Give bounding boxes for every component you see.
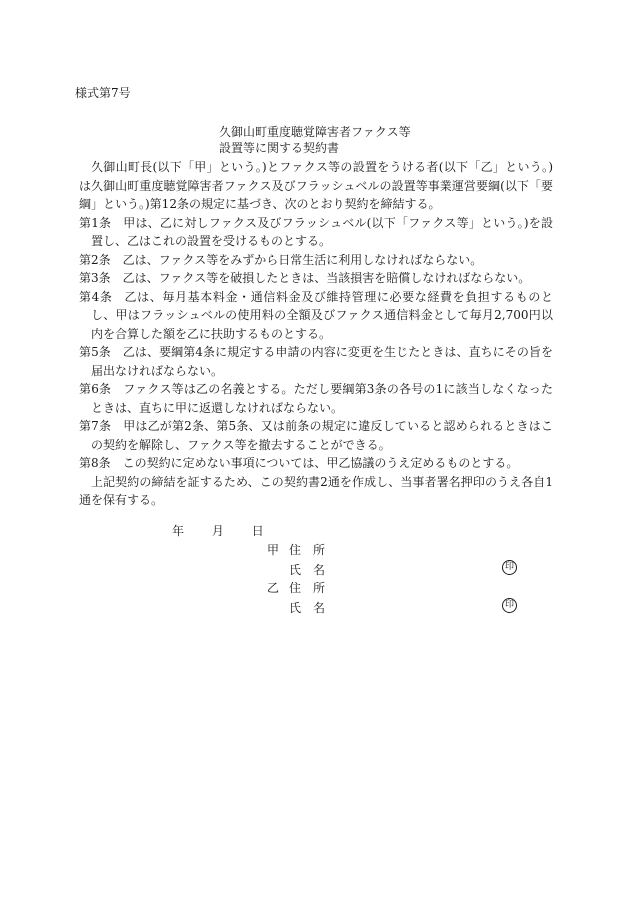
party-a-seal-mark: 印 [502, 560, 517, 575]
article-text: 乙は、毎月基本料金・通信料金及び維持管理に必要な経費を負担するものとし、甲はフラッシュベルの使用料の全額及びファクス通信料金として毎月2,700円以内を合算した額を乙に扶助するものとする。 [91, 289, 553, 341]
article-number: 第1条 [79, 215, 112, 230]
article-5 [79, 343, 553, 380]
article-number: 第8条 [79, 456, 111, 470]
contract-body [79, 158, 553, 510]
party-b-seal-mark: 印 [502, 598, 517, 613]
article-text: 甲は、乙に対しファクス及びフラッシュベル(以下「ファクス等」という。)を設置し、乙はこれの設置を受けるものとする。 [91, 215, 553, 248]
article-number: 第5条 [79, 345, 111, 359]
date-day-label: 日 [251, 524, 264, 538]
article-6 [79, 380, 553, 417]
article-text: 乙は、要綱第4条に規定する申請の内容に変更を生じたときは、直ちにその旨を届出なければならない。 [91, 345, 554, 378]
article-text: ファクス等は乙の名義とする。ただし要綱第3条の各号の1に該当しなくなったときは、直ちに甲に返還しなければならない。 [91, 382, 553, 415]
form-number: 様式第7号 [75, 86, 131, 100]
article-1 [79, 214, 553, 251]
article-2 [79, 251, 553, 270]
party-b-address-label: 住 所 [289, 581, 326, 595]
closing-statement: 上記契約の締結を証するため、この契約書2通を作成し、当事者署名押印のうえ各自1通を保有する。 [79, 474, 553, 507]
party-a-label: 甲 [267, 543, 280, 557]
article-4 [79, 288, 553, 344]
party-b-label: 乙 [267, 581, 280, 595]
date-year-label: 年 [172, 524, 185, 538]
date-line [172, 522, 264, 539]
article-text: 甲は乙が第2条、第5条、又は前条の規定に違反していると認められるときはこの契約を解除し、ファクス等を撤去することができる。 [91, 419, 553, 452]
article-number: 第4条 [79, 289, 113, 304]
party-a-name-label: 氏 名 [289, 563, 326, 577]
title-line-1: 久御山町重度聴覚障害者ファクス等 [219, 125, 411, 139]
article-number: 第6条 [79, 382, 112, 396]
date-month-label: 月 [211, 524, 224, 538]
party-a-address-label: 住 所 [289, 543, 326, 557]
article-8 [79, 454, 553, 473]
title-line-2: 設置等に関する契約書 [219, 141, 340, 155]
article-number: 第3条 [79, 271, 111, 285]
article-text: 乙は、ファクス等をみずから日常生活に利用しなければならない。 [122, 252, 483, 267]
article-text: この契約に定めない事項については、甲乙協議のうえ定めるものとする。 [122, 456, 519, 470]
document-title [219, 124, 411, 156]
article-number: 第2条 [79, 252, 111, 267]
article-3 [79, 269, 553, 288]
preamble: 久御山町長(以下「甲」という。)とファクス等の設置をうける者(以下「乙」という。)は久御山町重度聴覚障害者ファクス及びフラッシュベルの設置等事業運営要綱(以下「要綱」という。)第12条の規定に基づき、次のとおり契約を締結する。 [79, 160, 553, 211]
article-number: 第7条 [79, 419, 112, 433]
party-b-name-label: 氏 名 [289, 601, 326, 615]
article-7 [79, 417, 553, 454]
article-text: 乙は、ファクス等を破損したときは、当該損害を賠償しなければならない。 [122, 271, 531, 285]
